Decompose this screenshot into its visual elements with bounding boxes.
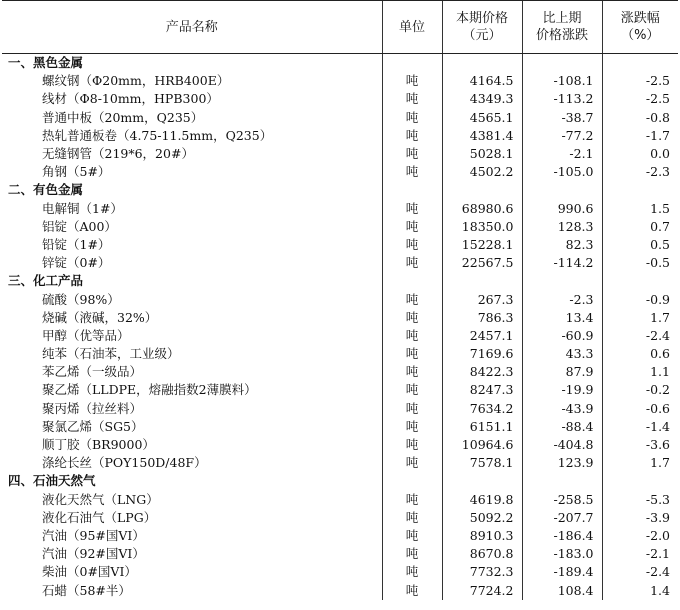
change-cell: 13.4 (522, 309, 602, 327)
table-row (2, 163, 678, 181)
product-name-cell: 螺纹钢（Φ20mm，HRB400E） (42, 73, 230, 89)
change-cell: -108.1 (522, 72, 602, 90)
table-row (2, 327, 678, 345)
product-name-cell: 硫酸（98%） (42, 291, 120, 307)
price-cell: 15228.1 (442, 236, 522, 254)
table-row (2, 254, 678, 272)
change-cell: -258.5 (522, 491, 602, 509)
unit-cell: 吨 (382, 127, 442, 145)
percent-cell: -0.5 (602, 254, 678, 272)
empty-cell (382, 472, 442, 490)
header-current-price: 本期价格 （元） (442, 1, 522, 54)
table-row (2, 363, 678, 381)
table-row (2, 418, 678, 436)
table-row (2, 545, 678, 563)
unit-cell: 吨 (382, 218, 442, 236)
product-name-cell: 柴油（0#国VI） (42, 564, 137, 580)
empty-cell (522, 54, 602, 73)
empty-cell (602, 181, 678, 199)
empty-cell (442, 472, 522, 490)
change-cell: -207.7 (522, 509, 602, 527)
header-price-change: 比上期 价格涨跌 (522, 1, 602, 54)
percent-cell: -2.5 (602, 90, 678, 108)
change-cell: -19.9 (522, 381, 602, 399)
percent-cell: -0.9 (602, 290, 678, 308)
empty-cell (382, 54, 442, 73)
table-row (2, 218, 678, 236)
product-name-cell: 液化石油气（LPG） (42, 509, 157, 525)
change-cell: -113.2 (522, 90, 602, 108)
price-cell: 7724.2 (442, 581, 522, 599)
percent-cell: -3.6 (602, 436, 678, 454)
unit-cell: 吨 (382, 563, 442, 581)
change-cell: -2.1 (522, 145, 602, 163)
price-cell: 7169.6 (442, 345, 522, 363)
change-cell: -404.8 (522, 436, 602, 454)
price-cell: 4565.1 (442, 109, 522, 127)
unit-cell: 吨 (382, 363, 442, 381)
change-cell: -105.0 (522, 163, 602, 181)
table-row (2, 400, 678, 418)
price-cell: 68980.6 (442, 200, 522, 218)
percent-cell: -2.4 (602, 563, 678, 581)
price-cell: 10964.6 (442, 436, 522, 454)
section-title: 三、化工产品 (8, 273, 84, 289)
empty-cell (602, 54, 678, 73)
empty-cell (602, 472, 678, 490)
product-name-cell: 铅锭（1#） (42, 236, 111, 252)
table-row (2, 581, 678, 599)
price-cell: 8247.3 (442, 381, 522, 399)
table-body (2, 54, 678, 600)
table-row (2, 90, 678, 108)
change-cell: 87.9 (522, 363, 602, 381)
header-change-percent: 涨跌幅 （%） (602, 1, 678, 54)
empty-cell (442, 181, 522, 199)
product-name-cell: 线材（Φ8-10mm，HPB300） (42, 91, 219, 107)
price-cell: 4619.8 (442, 491, 522, 509)
table-row (2, 127, 678, 145)
table-row (2, 72, 678, 90)
product-name-cell: 无缝钢管（219*6，20#） (42, 146, 194, 162)
price-cell: 4164.5 (442, 72, 522, 90)
empty-cell (382, 272, 442, 290)
unit-cell: 吨 (382, 527, 442, 545)
change-cell: 123.9 (522, 454, 602, 472)
percent-cell: -5.3 (602, 491, 678, 509)
price-cell: 7578.1 (442, 454, 522, 472)
table-row (2, 454, 678, 472)
price-cell: 2457.1 (442, 327, 522, 345)
section-row (2, 181, 678, 199)
unit-cell: 吨 (382, 90, 442, 108)
price-cell: 4349.3 (442, 90, 522, 108)
unit-cell: 吨 (382, 236, 442, 254)
unit-cell: 吨 (382, 400, 442, 418)
section-row (2, 54, 678, 73)
header-unit: 单位 (382, 1, 442, 54)
percent-cell: -2.5 (602, 72, 678, 90)
unit-cell: 吨 (382, 309, 442, 327)
change-cell: 128.3 (522, 218, 602, 236)
percent-cell: -1.4 (602, 418, 678, 436)
percent-cell: 0.6 (602, 345, 678, 363)
table-row (2, 309, 678, 327)
table-row (2, 527, 678, 545)
percent-cell: 0.5 (602, 236, 678, 254)
unit-cell: 吨 (382, 200, 442, 218)
section-title: 一、黑色金属 (8, 55, 84, 71)
unit-cell: 吨 (382, 436, 442, 454)
product-name-cell: 涤纶长丝（POY150D/48F） (42, 455, 207, 471)
table-row (2, 109, 678, 127)
section-title: 二、有色金属 (8, 182, 84, 198)
unit-cell: 吨 (382, 454, 442, 472)
percent-cell: -1.7 (602, 127, 678, 145)
product-name-cell: 聚乙烯（LLDPE，熔融指数2薄膜料） (42, 382, 257, 398)
unit-cell: 吨 (382, 545, 442, 563)
product-name-cell: 铝锭（A00） (42, 218, 117, 234)
unit-cell: 吨 (382, 327, 442, 345)
percent-cell: -2.0 (602, 527, 678, 545)
percent-cell: 0.7 (602, 218, 678, 236)
table-row (2, 200, 678, 218)
product-name-cell: 锌锭（0#） (42, 255, 111, 271)
price-cell: 22567.5 (442, 254, 522, 272)
percent-cell: -0.2 (602, 381, 678, 399)
price-cell: 8422.3 (442, 363, 522, 381)
change-cell: -186.4 (522, 527, 602, 545)
price-cell: 6151.1 (442, 418, 522, 436)
unit-cell: 吨 (382, 72, 442, 90)
change-cell: -38.7 (522, 109, 602, 127)
price-cell: 5092.2 (442, 509, 522, 527)
percent-cell: -2.1 (602, 545, 678, 563)
product-name-cell: 角钢（5#） (42, 164, 111, 180)
change-cell: -60.9 (522, 327, 602, 345)
product-name-cell: 普通中板（20mm，Q235） (42, 109, 204, 125)
price-cell: 7634.2 (442, 400, 522, 418)
price-cell: 7732.3 (442, 563, 522, 581)
product-name-cell: 烧碱（液碱，32%） (42, 309, 158, 325)
empty-cell (602, 272, 678, 290)
percent-cell: 0.0 (602, 145, 678, 163)
unit-cell: 吨 (382, 145, 442, 163)
product-name-cell: 甲醇（优等品） (42, 327, 130, 343)
unit-cell: 吨 (382, 381, 442, 399)
table-row (2, 491, 678, 509)
table-row (2, 290, 678, 308)
price-cell: 4381.4 (442, 127, 522, 145)
empty-cell (522, 181, 602, 199)
change-cell: -114.2 (522, 254, 602, 272)
table-row (2, 236, 678, 254)
unit-cell: 吨 (382, 254, 442, 272)
empty-cell (522, 472, 602, 490)
unit-cell: 吨 (382, 581, 442, 599)
unit-cell: 吨 (382, 418, 442, 436)
table-header (2, 1, 678, 54)
table-row (2, 436, 678, 454)
empty-cell (442, 272, 522, 290)
percent-cell: -2.3 (602, 163, 678, 181)
percent-cell: 1.4 (602, 581, 678, 599)
price-cell: 8910.3 (442, 527, 522, 545)
change-cell: -189.4 (522, 563, 602, 581)
change-cell: -88.4 (522, 418, 602, 436)
percent-cell: -0.8 (602, 109, 678, 127)
product-name-cell: 汽油（92#国VI） (42, 546, 145, 562)
price-cell: 18350.0 (442, 218, 522, 236)
empty-cell (442, 54, 522, 73)
unit-cell: 吨 (382, 109, 442, 127)
unit-cell: 吨 (382, 509, 442, 527)
change-cell: -77.2 (522, 127, 602, 145)
price-cell: 5028.1 (442, 145, 522, 163)
section-row (2, 272, 678, 290)
product-name-cell: 热轧普通板卷（4.75-11.5mm，Q235） (42, 127, 273, 143)
percent-cell: -2.4 (602, 327, 678, 345)
unit-cell: 吨 (382, 345, 442, 363)
product-name-cell: 电解铜（1#） (42, 200, 123, 216)
table-row (2, 563, 678, 581)
price-cell: 786.3 (442, 309, 522, 327)
product-name-cell: 纯苯（石油苯，工业级） (42, 346, 180, 362)
change-cell: 43.3 (522, 345, 602, 363)
change-cell: 108.4 (522, 581, 602, 599)
change-cell: -183.0 (522, 545, 602, 563)
unit-cell: 吨 (382, 163, 442, 181)
change-cell: 990.6 (522, 200, 602, 218)
percent-cell: 1.1 (602, 363, 678, 381)
change-cell: -2.3 (522, 290, 602, 308)
table-row (2, 509, 678, 527)
price-cell: 4502.2 (442, 163, 522, 181)
unit-cell: 吨 (382, 491, 442, 509)
header-product-name: 产品名称 (2, 1, 382, 54)
percent-cell: 1.7 (602, 309, 678, 327)
empty-cell (382, 181, 442, 199)
table-row (2, 381, 678, 399)
product-name-cell: 苯乙烯（一级品） (42, 364, 143, 380)
percent-cell: 1.5 (602, 200, 678, 218)
percent-cell: -3.9 (602, 509, 678, 527)
product-name-cell: 聚丙烯（拉丝料） (42, 400, 143, 416)
product-name-cell: 顺丁胶（BR9000） (42, 437, 155, 453)
percent-cell: 1.7 (602, 454, 678, 472)
product-name-cell: 液化天然气（LNG） (42, 491, 159, 507)
change-cell: -43.9 (522, 400, 602, 418)
product-name-cell: 石蜡（58#半） (42, 582, 131, 598)
table-row (2, 345, 678, 363)
table-row (2, 145, 678, 163)
percent-cell: -0.6 (602, 400, 678, 418)
product-name-cell: 汽油（95#国VI） (42, 527, 145, 543)
unit-cell: 吨 (382, 290, 442, 308)
section-title: 四、石油天然气 (8, 473, 96, 489)
empty-cell (522, 272, 602, 290)
price-cell: 267.3 (442, 290, 522, 308)
price-table (2, 0, 678, 600)
price-cell: 8670.8 (442, 545, 522, 563)
product-name-cell: 聚氯乙烯（SG5） (42, 418, 144, 434)
section-row (2, 472, 678, 490)
change-cell: 82.3 (522, 236, 602, 254)
